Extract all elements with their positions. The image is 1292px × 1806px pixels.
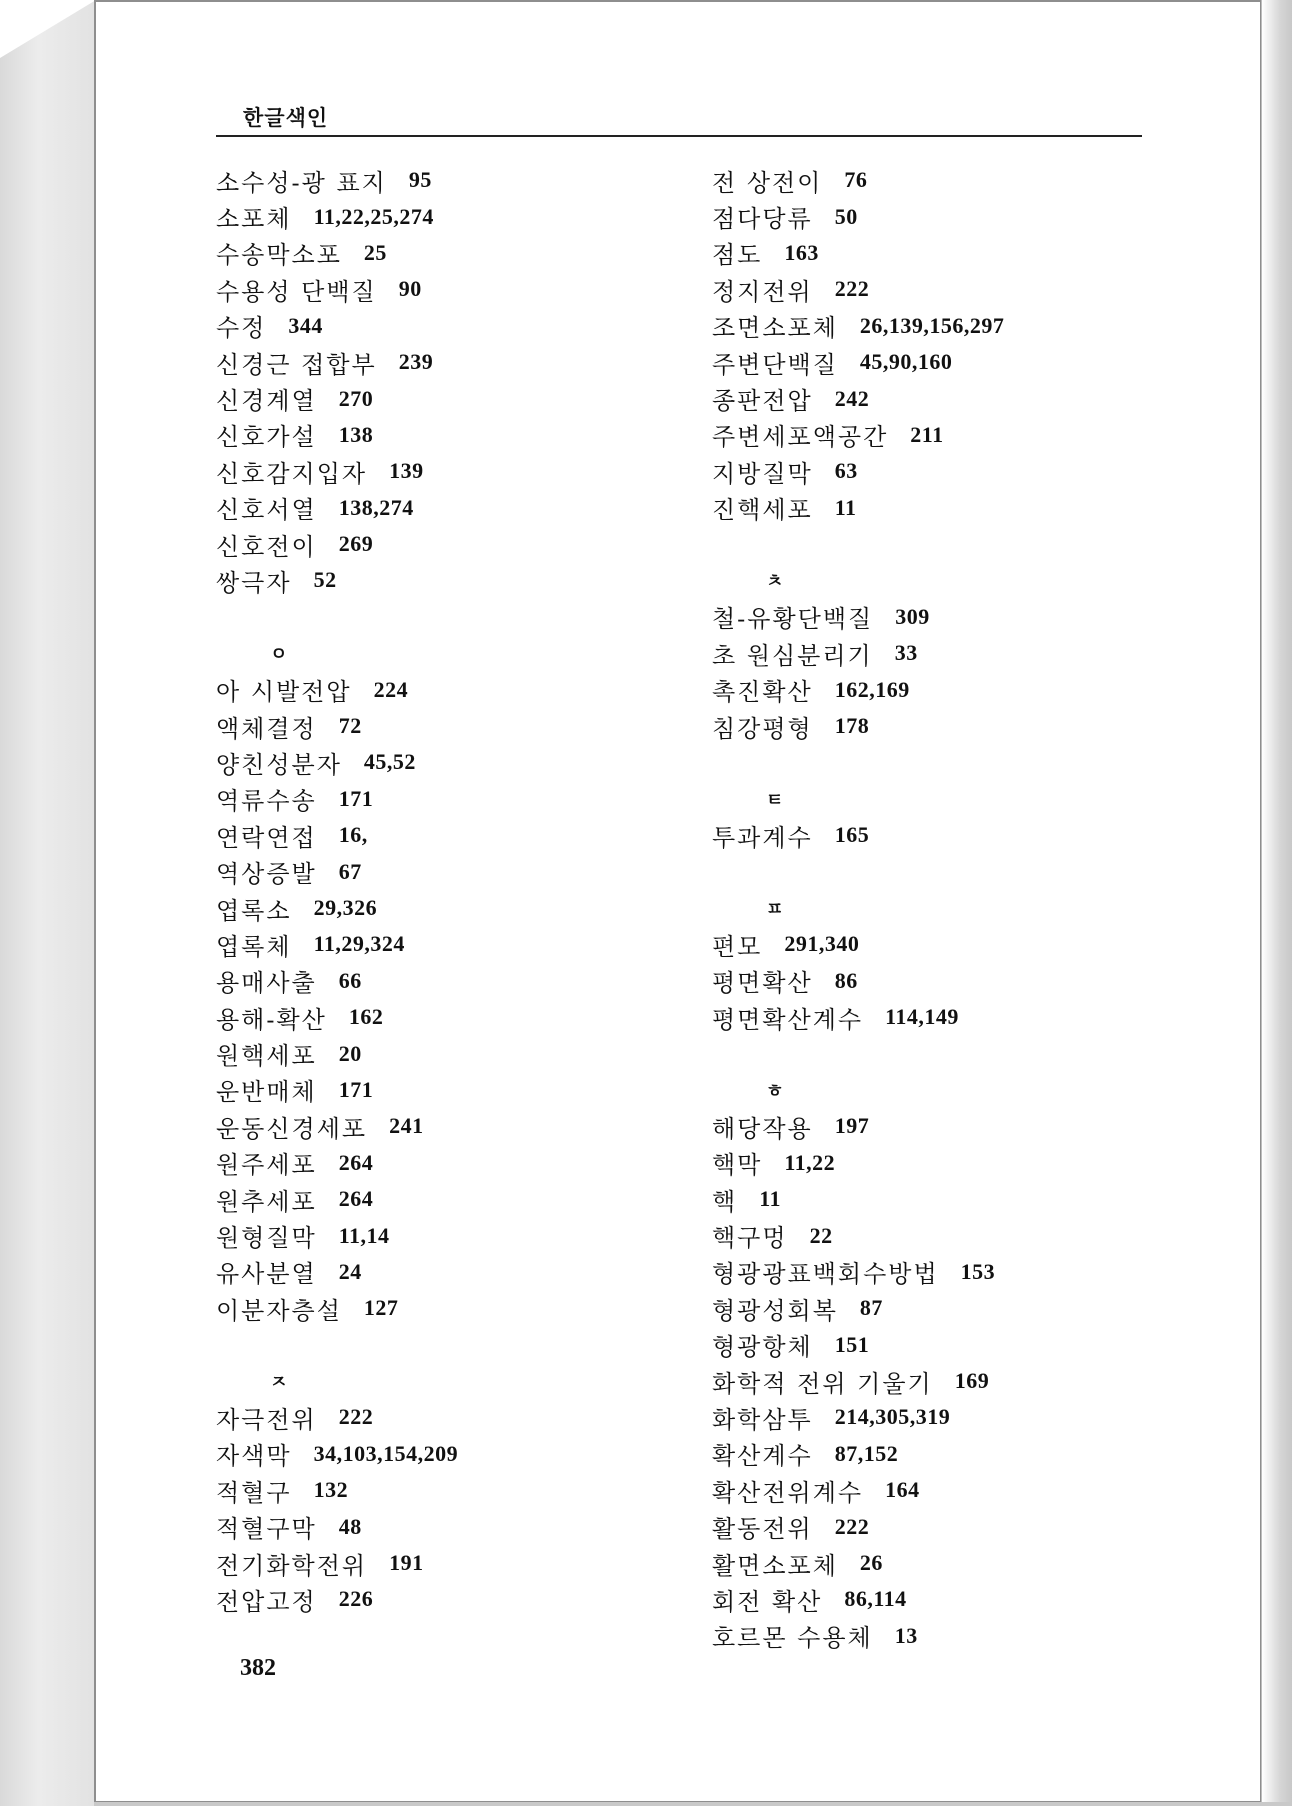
index-page-refs: 222 — [834, 1513, 870, 1539]
index-term: 투과계수 — [712, 823, 813, 852]
index-term: 형광성회복 — [712, 1296, 838, 1325]
index-page-refs: 48 — [338, 1513, 362, 1539]
index-entry — [712, 1545, 1212, 1581]
index-section-letter: ㅊ — [766, 571, 784, 593]
index-page-refs: 153 — [960, 1258, 996, 1284]
index-term: 종판전압 — [712, 387, 813, 416]
index-term: 엽록체 — [216, 932, 292, 961]
index-page-refs: 90 — [398, 276, 422, 302]
index-term: 호르몬 수용체 — [712, 1624, 873, 1653]
index-page-refs: 25 — [363, 239, 387, 265]
index-term: 신경계열 — [216, 387, 317, 416]
index-entry — [216, 708, 716, 744]
index-entry — [712, 1508, 1212, 1544]
index-page-refs: 26 — [859, 1550, 883, 1576]
index-page-refs: 29,326 — [313, 895, 378, 920]
index-entry — [216, 308, 716, 344]
index-entry — [216, 781, 716, 817]
index-term: 원주세포 — [216, 1151, 317, 1180]
header-rule — [216, 135, 1142, 137]
index-entry — [216, 562, 716, 598]
index-page-refs: 11,22 — [784, 1149, 836, 1175]
index-entry — [216, 344, 716, 380]
section-spacer — [216, 1327, 716, 1363]
index-entry — [712, 1181, 1212, 1217]
index-entry — [712, 1254, 1212, 1290]
index-term: 핵구멍 — [712, 1224, 788, 1253]
index-page-refs: 45,52 — [363, 749, 416, 775]
index-term: 점도 — [712, 241, 763, 270]
index-entry — [216, 1290, 716, 1326]
index-entry — [216, 1254, 716, 1290]
index-term: 편모 — [712, 932, 763, 961]
index-page-refs: 67 — [338, 858, 362, 884]
index-term: 지방질막 — [712, 459, 813, 488]
index-term: 확산계수 — [712, 1442, 813, 1471]
index-column-right — [712, 162, 1212, 1654]
index-page-refs: 50 — [834, 203, 858, 229]
index-entry — [216, 271, 716, 307]
index-page-refs: 197 — [834, 1113, 870, 1139]
index-entry — [216, 417, 716, 453]
index-entry — [216, 1472, 716, 1508]
index-term: 쌍극자 — [216, 568, 292, 597]
index-page-refs: 169 — [954, 1368, 990, 1394]
index-entry — [216, 453, 716, 489]
index-entry — [712, 999, 1212, 1035]
index-entry — [216, 1072, 716, 1108]
index-entry — [216, 1545, 716, 1581]
index-page-refs: 66 — [338, 967, 362, 993]
index-page-refs: 162,169 — [834, 676, 910, 702]
section-spacer — [712, 1035, 1212, 1071]
index-term: 수용성 단백질 — [216, 277, 377, 306]
index-page-refs: 309 — [895, 603, 930, 629]
index-page-refs: 264 — [338, 1186, 374, 1212]
index-term: 해당작용 — [712, 1114, 813, 1143]
index-page-refs: 132 — [313, 1477, 349, 1503]
index-term: 역상증발 — [216, 860, 317, 889]
index-term: 자색막 — [216, 1442, 292, 1471]
index-term: 점다당류 — [712, 205, 813, 234]
index-page-refs: 22 — [809, 1222, 833, 1248]
index-page-refs: 11,14 — [338, 1222, 390, 1248]
index-page-refs: 26,139,156,297 — [859, 312, 1005, 338]
index-term: 활면소포체 — [712, 1551, 838, 1580]
index-section-letter: ㅍ — [766, 899, 784, 920]
index-page-refs: 163 — [784, 239, 819, 265]
index-term: 용매사출 — [216, 969, 317, 998]
index-entry — [712, 817, 1212, 853]
index-entry — [712, 708, 1212, 744]
running-head: 한글색인 — [243, 106, 329, 130]
section-spacer — [216, 599, 716, 635]
index-term: 화학삼투 — [712, 1405, 813, 1434]
index-term: 액체결정 — [216, 714, 317, 743]
index-term: 전압고정 — [216, 1587, 317, 1616]
index-entry — [712, 490, 1212, 526]
index-page-refs: 222 — [834, 276, 870, 302]
index-term: 아 시발전압 — [216, 678, 352, 707]
index-entry — [712, 1290, 1212, 1326]
index-page-refs: 241 — [389, 1113, 424, 1139]
index-section-letter: ㅈ — [270, 1372, 288, 1394]
index-page-refs: 20 — [338, 1040, 362, 1066]
index-term: 신호서열 — [216, 496, 317, 525]
index-entry — [712, 1217, 1212, 1253]
index-entry — [216, 490, 716, 526]
index-entry — [712, 380, 1212, 416]
index-entry — [216, 744, 716, 780]
index-term: 정지전위 — [712, 277, 813, 306]
index-page-refs: 11,22,25,274 — [313, 203, 434, 229]
index-term: 핵막 — [712, 1151, 763, 1180]
index-section-letter: ㅇ — [270, 644, 288, 666]
index-entry — [216, 1581, 716, 1617]
index-term: 자극전위 — [216, 1405, 317, 1434]
index-entry — [712, 926, 1212, 962]
index-term: 역류수송 — [216, 787, 317, 816]
index-term: 신호전이 — [216, 532, 317, 561]
index-section-letter: ㅎ — [766, 1080, 784, 1102]
index-term: 용해-확산 — [216, 1005, 327, 1034]
index-page-refs: 211 — [910, 421, 944, 447]
index-entry — [216, 1508, 716, 1544]
index-page-refs: 164 — [885, 1477, 920, 1503]
index-entry — [216, 235, 716, 271]
index-term: 양친성분자 — [216, 750, 342, 779]
index-entry — [712, 198, 1212, 234]
index-page-refs: 76 — [844, 167, 868, 193]
index-page-refs: 270 — [338, 385, 374, 411]
index-term: 적혈구 — [216, 1478, 292, 1507]
index-term: 전 상전이 — [712, 168, 823, 197]
page-number: 382 — [240, 1655, 276, 1681]
index-page-refs: 178 — [834, 713, 870, 739]
index-entry — [216, 817, 716, 853]
index-entry — [712, 1618, 1212, 1654]
index-term: 형광광표백회수방법 — [712, 1260, 939, 1289]
index-section-letter: ㅌ — [766, 789, 784, 811]
index-page-refs: 33 — [894, 640, 918, 666]
index-entry — [216, 963, 716, 999]
index-entry — [216, 926, 716, 962]
index-page-refs: 34,103,154,209 — [313, 1440, 459, 1466]
index-entry — [712, 599, 1212, 635]
index-page-refs: 72 — [338, 713, 362, 739]
index-entry — [216, 1399, 716, 1435]
page-bottom-edge — [94, 1802, 1292, 1806]
section-spacer — [712, 526, 1212, 562]
book-spine — [0, 0, 96, 1806]
index-page-refs: 11 — [834, 494, 857, 520]
index-term: 침강평형 — [712, 714, 813, 743]
index-entry — [712, 308, 1212, 344]
index-term: 원핵세포 — [216, 1042, 317, 1071]
index-page-refs: 139 — [389, 458, 424, 484]
index-term: 이분자층설 — [216, 1296, 342, 1325]
index-page-refs: 171 — [338, 785, 374, 811]
index-page-refs: 45,90,160 — [859, 349, 953, 375]
index-term: 수정 — [216, 314, 267, 343]
index-page-refs: 269 — [338, 531, 374, 557]
index-term: 확산전위계수 — [712, 1478, 864, 1507]
index-entry — [712, 671, 1212, 707]
index-term: 엽록소 — [216, 896, 292, 925]
index-page-refs: 224 — [373, 676, 409, 702]
index-entry — [712, 1363, 1212, 1399]
index-term: 화학적 전위 기울기 — [712, 1369, 933, 1398]
index-entry — [216, 198, 716, 234]
index-term: 형광항체 — [712, 1333, 813, 1362]
index-term: 신경근 접합부 — [216, 350, 377, 379]
index-page-refs: 264 — [338, 1149, 374, 1175]
index-term: 운동신경세포 — [216, 1114, 368, 1143]
index-entry — [216, 671, 716, 707]
index-entry — [216, 1181, 716, 1217]
index-term: 평면확산계수 — [712, 1005, 864, 1034]
index-page-refs: 114,149 — [885, 1004, 959, 1030]
index-entry — [712, 1436, 1212, 1472]
index-page-refs: 11 — [759, 1186, 781, 1212]
index-term: 신호감지입자 — [216, 459, 368, 488]
index-entry — [712, 271, 1212, 307]
index-entry — [216, 853, 716, 889]
index-term: 신호가설 — [216, 423, 317, 452]
index-entry — [712, 1108, 1212, 1144]
index-page-refs: 222 — [338, 1404, 374, 1430]
index-entry — [712, 963, 1212, 999]
index-page-refs: 344 — [288, 312, 323, 338]
index-entry — [216, 526, 716, 562]
index-entry — [712, 635, 1212, 671]
index-term: 운반매체 — [216, 1078, 317, 1107]
index-column-left — [216, 162, 716, 1618]
index-entry — [216, 1217, 716, 1253]
page-edge — [1261, 0, 1292, 1806]
index-page-refs: 138,274 — [338, 494, 414, 520]
index-term: 주변단백질 — [712, 350, 838, 379]
index-term: 초 원심분리기 — [712, 641, 873, 670]
index-page-refs: 11,29,324 — [313, 931, 405, 957]
index-term: 적혈구막 — [216, 1515, 317, 1544]
index-page-refs: 16, — [338, 822, 368, 848]
index-entry — [216, 1108, 716, 1144]
index-page-refs: 86 — [834, 967, 858, 993]
index-page-refs: 226 — [338, 1586, 374, 1612]
index-term: 회전 확산 — [712, 1587, 823, 1616]
index-page-refs: 52 — [313, 567, 337, 593]
index-page-refs: 127 — [363, 1295, 399, 1321]
index-page-refs: 191 — [389, 1550, 424, 1576]
index-page-refs: 95 — [408, 167, 432, 193]
index-term: 평면확산 — [712, 969, 813, 998]
index-page-refs: 162 — [348, 1004, 384, 1030]
index-term: 수송막소포 — [216, 241, 342, 270]
index-term: 진핵세포 — [712, 496, 813, 525]
index-term: 조면소포체 — [712, 314, 838, 343]
index-entry — [712, 1581, 1212, 1617]
index-page-refs: 24 — [338, 1258, 362, 1284]
index-term: 핵 — [712, 1187, 738, 1216]
index-entry — [712, 1145, 1212, 1181]
index-entry — [712, 344, 1212, 380]
index-page-refs: 63 — [834, 458, 858, 484]
index-entry — [216, 162, 716, 198]
index-page-refs: 138 — [338, 421, 374, 447]
section-spacer — [712, 744, 1212, 780]
index-page-refs: 87 — [859, 1295, 883, 1321]
index-term: 소포체 — [216, 205, 292, 234]
index-entry — [712, 1472, 1212, 1508]
index-entry — [712, 235, 1212, 271]
index-page-refs: 214,305,319 — [834, 1404, 951, 1430]
index-page-refs: 242 — [834, 385, 870, 411]
index-entry — [216, 1145, 716, 1181]
index-entry — [216, 1436, 716, 1472]
index-term: 활동전위 — [712, 1515, 813, 1544]
index-term: 원형질막 — [216, 1224, 317, 1253]
index-page-refs: 151 — [834, 1331, 870, 1357]
index-entry — [712, 162, 1212, 198]
index-entry — [216, 890, 716, 926]
index-term: 유사분열 — [216, 1260, 317, 1289]
index-page-refs: 239 — [398, 349, 434, 375]
index-page-refs: 13 — [894, 1622, 918, 1648]
index-entry — [712, 453, 1212, 489]
index-entry — [712, 1399, 1212, 1435]
index-term: 소수성-광 표지 — [216, 168, 387, 197]
index-page-refs: 165 — [834, 822, 870, 848]
index-entry — [712, 1327, 1212, 1363]
index-page-refs: 87,152 — [834, 1440, 899, 1466]
index-entry — [216, 1035, 716, 1071]
index-page-refs: 171 — [338, 1076, 374, 1102]
index-entry — [216, 999, 716, 1035]
index-term: 주변세포액공간 — [712, 423, 889, 452]
index-term: 연락연접 — [216, 823, 317, 852]
section-spacer — [712, 853, 1212, 889]
index-term: 철-유황단백질 — [712, 605, 874, 634]
index-page-refs: 86,114 — [844, 1586, 907, 1612]
index-term: 전기화학전위 — [216, 1551, 368, 1580]
index-term: 촉진확산 — [712, 678, 813, 707]
index-term: 원추세포 — [216, 1187, 317, 1216]
index-entry — [712, 417, 1212, 453]
index-entry — [216, 380, 716, 416]
index-page-refs: 291,340 — [784, 931, 860, 957]
